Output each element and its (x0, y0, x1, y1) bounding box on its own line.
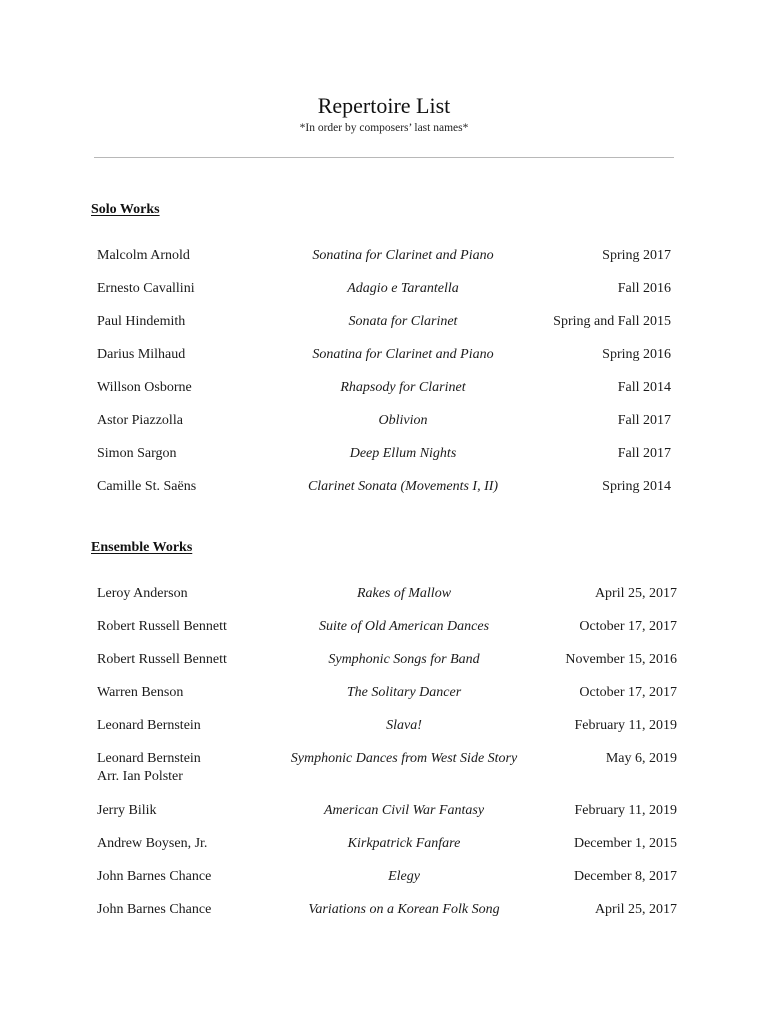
work-title: Symphonic Songs for Band (328, 652, 480, 667)
composer-name: Darius Milhaud (97, 347, 186, 362)
composer-name: Camille St. Saëns (97, 479, 197, 494)
repertoire-row (0, 247, 768, 280)
performance-date: April 25, 2017 (594, 586, 677, 601)
repertoire-row (0, 379, 768, 412)
performance-date: Spring 2017 (602, 248, 671, 263)
work-title: Symphonic Dances from West Side Story (290, 751, 518, 766)
solo-works-list (0, 247, 768, 511)
work-title: Oblivion (378, 413, 428, 428)
ensemble-works-list (0, 585, 768, 934)
performance-date: May 6, 2019 (605, 751, 677, 766)
composer-name: Robert Russell Bennett (97, 619, 227, 634)
ensemble-works-heading: Ensemble Works (91, 540, 193, 555)
repertoire-row (0, 585, 768, 618)
repertoire-row (0, 651, 768, 684)
performance-date: Fall 2014 (617, 380, 671, 395)
performance-date: December 1, 2015 (573, 836, 677, 851)
repertoire-row (0, 835, 768, 868)
work-title: Deep Ellum Nights (349, 446, 457, 461)
composer-name: Astor Piazzolla (97, 413, 183, 428)
repertoire-row (0, 280, 768, 313)
performance-date: November 15, 2016 (565, 652, 677, 667)
work-title: Sonatina for Clarinet and Piano (312, 347, 494, 362)
performance-date: Spring 2014 (602, 479, 671, 494)
repertoire-row (0, 868, 768, 901)
composer-name: Simon Sargon (97, 446, 177, 461)
performance-date: April 25, 2017 (594, 902, 677, 917)
composer-name: Robert Russell Bennett (97, 652, 227, 667)
performance-date: October 17, 2017 (579, 619, 677, 634)
composer-name: Andrew Boysen, Jr. (97, 836, 208, 851)
performance-date: Spring 2016 (602, 347, 671, 362)
work-title: Sonatina for Clarinet and Piano (312, 248, 494, 263)
work-title: Elegy (388, 869, 420, 884)
composer-name: Leonard Bernstein (97, 751, 201, 766)
repertoire-row (0, 313, 768, 346)
solo-works-heading: Solo Works (91, 202, 160, 217)
composer-name: Ernesto Cavallini (97, 281, 195, 296)
repertoire-row (0, 717, 768, 750)
composer-name: Willson Osborne (97, 380, 192, 395)
repertoire-row (0, 412, 768, 445)
work-title: Kirkpatrick Fanfare (347, 836, 461, 851)
page-subtitle: *In order by composers’ last names* (299, 122, 469, 134)
work-title: Variations on a Korean Folk Song (308, 902, 500, 917)
page-title: Repertoire List (317, 93, 451, 118)
title-divider (94, 157, 674, 158)
work-title: Suite of Old American Dances (318, 619, 490, 634)
repertoire-row (0, 618, 768, 651)
performance-date: Spring and Fall 2015 (553, 314, 671, 329)
work-title: Rakes of Mallow (356, 586, 452, 601)
composer-name: Leonard Bernstein (97, 718, 201, 733)
performance-date: Fall 2017 (617, 446, 671, 461)
composer-name: Malcolm Arnold (97, 248, 190, 263)
composer-name: Jerry Bilik (97, 803, 157, 818)
composer-name: Warren Benson (97, 685, 184, 700)
repertoire-row (0, 901, 768, 934)
composer-name: Leroy Anderson (97, 586, 188, 601)
work-title: Adagio e Tarantella (347, 281, 459, 296)
work-title: Slava! (386, 718, 422, 733)
work-title: Clarinet Sonata (Movements I, II) (307, 479, 499, 494)
composer-name: Paul Hindemith (97, 314, 186, 329)
performance-date: October 17, 2017 (579, 685, 677, 700)
performance-date: February 11, 2019 (574, 718, 677, 733)
composer-name: John Barnes Chance (97, 902, 212, 917)
work-title: Rhapsody for Clarinet (340, 380, 466, 395)
work-title: The Solitary Dancer (346, 685, 462, 700)
performance-date: Fall 2017 (617, 413, 671, 428)
repertoire-row (0, 684, 768, 717)
repertoire-row (0, 802, 768, 835)
repertoire-row (0, 445, 768, 478)
performance-date: February 11, 2019 (574, 803, 677, 818)
performance-date: Fall 2016 (617, 281, 671, 296)
composer-name: John Barnes Chance (97, 869, 212, 884)
work-title: Sonata for Clarinet (348, 314, 458, 329)
arranger-name: Arr. Ian Polster (97, 769, 183, 784)
performance-date: December 8, 2017 (573, 869, 677, 884)
repertoire-row (0, 478, 768, 511)
repertoire-row (0, 346, 768, 379)
repertoire-row (0, 750, 768, 802)
work-title: American Civil War Fantasy (323, 803, 485, 818)
